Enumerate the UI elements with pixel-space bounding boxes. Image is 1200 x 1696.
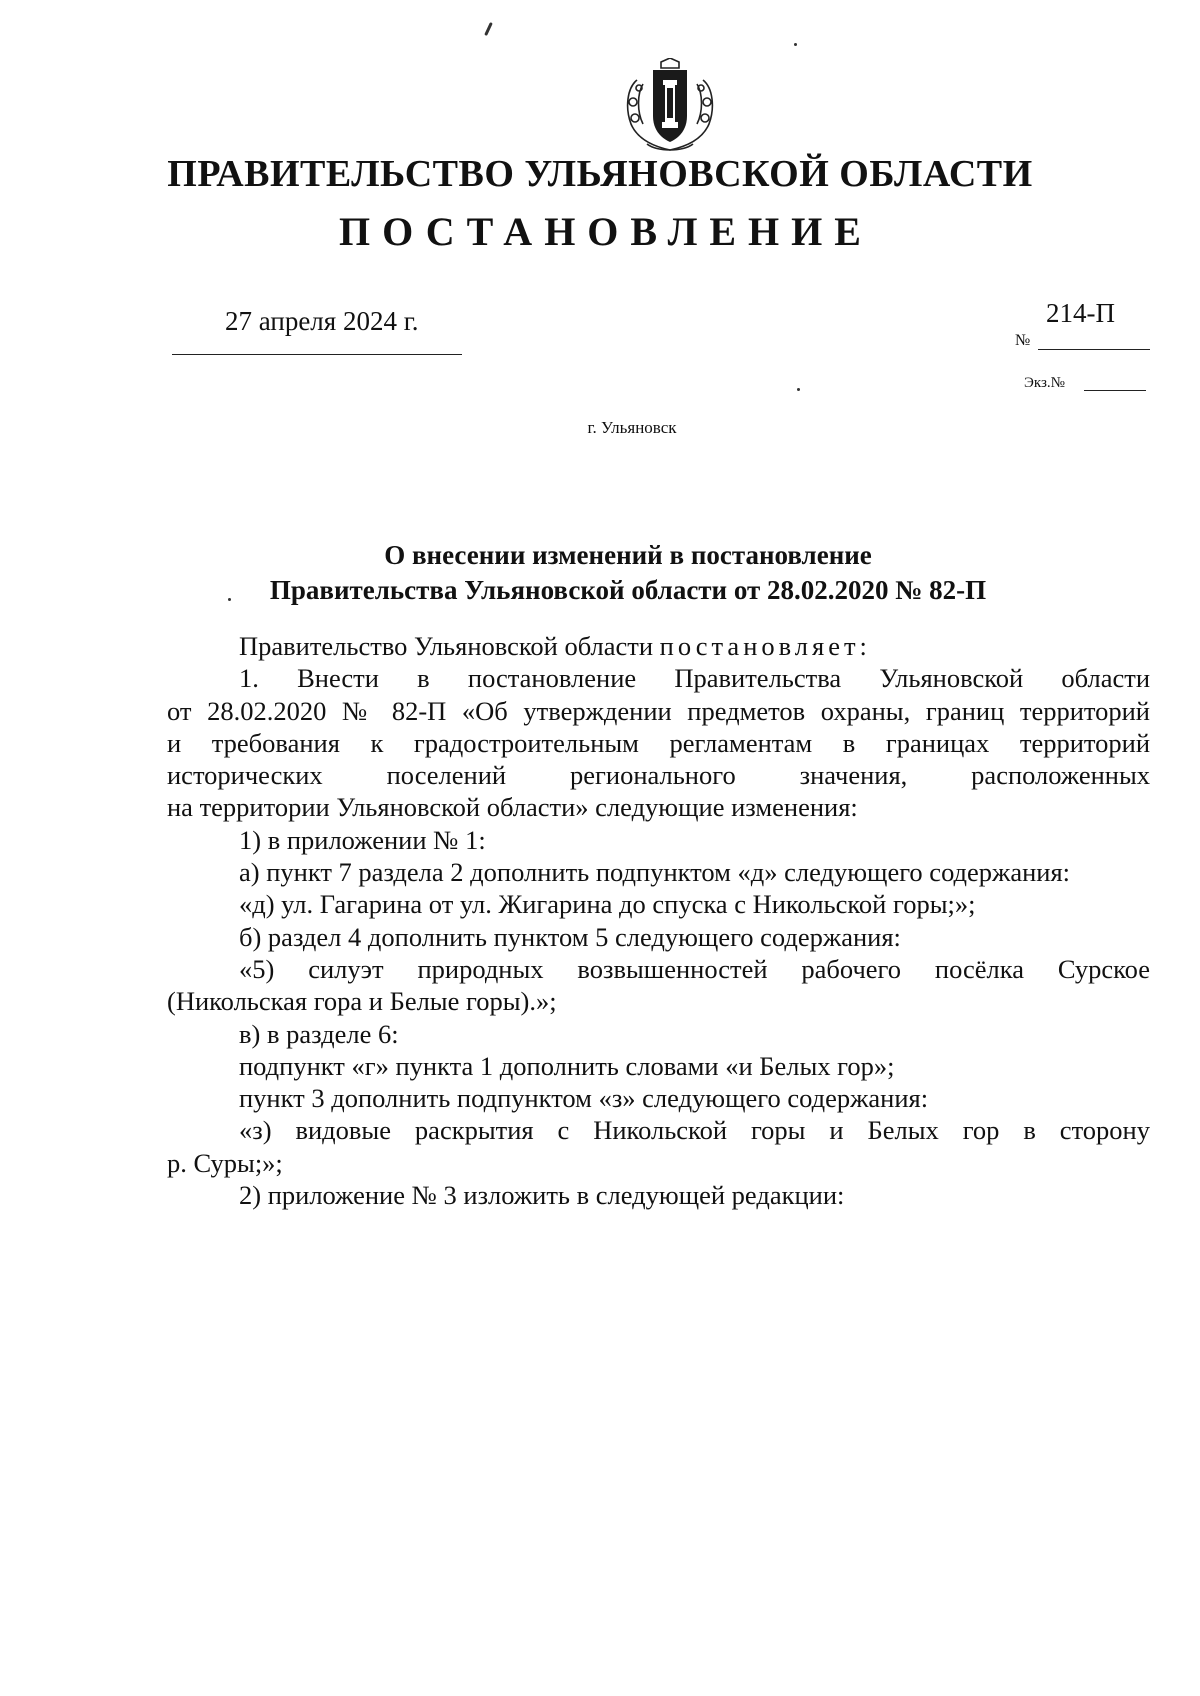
preamble: Правительство Ульяновской области постановляет: xyxy=(239,631,867,661)
item-1c-point-3: пункт 3 дополнить подпунктом «з» следующего содержания: xyxy=(239,1083,929,1114)
document-body xyxy=(167,630,1150,1211)
document-subject xyxy=(0,538,1200,608)
item-1c-sub-g: подпункт «г» пункта 1 дополнить словами «и Белых гор»; xyxy=(239,1050,895,1081)
subject-line-1: О внесении изменений в постановление xyxy=(384,540,872,570)
item-1c: в) в разделе 6: xyxy=(239,1018,399,1049)
item-1b: б) раздел 4 дополнить пунктом 5 следующего содержания: xyxy=(239,921,901,952)
paragraph-1: 1. Внести в постановление Правительства Ульяновской области от 28.02.2020 № 82-П «Об утверждении предметов охраны, границ территорий и требования к градостроительным регламентам в границах территорий исторических поселений регионального значения, расположенных на территории Ульяновской области» следующие изменения: xyxy=(167,663,1150,823)
number-sign: № xyxy=(1015,332,1031,349)
date-underline xyxy=(172,354,462,355)
document-number: 214-П xyxy=(1046,298,1115,328)
item-1a-text: «д) ул. Гагарина от ул. Жигарина до спуска с Никольской горы;»; xyxy=(239,889,976,920)
copy-number-label: Экз.№ xyxy=(1024,375,1065,391)
item-1: 1) в приложении № 1: xyxy=(239,824,486,855)
government-title: ПРАВИТЕЛЬСТВО УЛЬЯНОВСКОЙ ОБЛАСТИ xyxy=(167,153,1033,195)
item-1c-sub-z-text: «з) видовые раскрытия с Никольской горы и Белых гор в сторону р. Суры;»; xyxy=(167,1115,1150,1178)
item-1a: а) пункт 7 раздела 2 дополнить подпунктом «д» следующего содержания: xyxy=(239,857,1071,888)
item-2: 2) приложение № 3 изложить в следующей редакции: xyxy=(239,1180,845,1211)
copy-number-underline xyxy=(1084,390,1146,391)
item-1b-text: «5) силуэт природных возвышенностей рабочего посёлка Сурское (Никольская гора и Белые горы).»; xyxy=(167,953,1150,1017)
number-underline xyxy=(1038,349,1150,350)
city: г. Ульяновск xyxy=(587,418,677,437)
subject-line-2: Правительства Ульяновской области от 28.02.2020 № 82-П xyxy=(269,575,987,605)
document-type-heading: ПОСТАНОВЛЕНИЕ xyxy=(339,209,873,254)
document-date: 27 апреля 2024 г. xyxy=(225,306,419,336)
coat-of-arms-icon xyxy=(617,58,723,158)
